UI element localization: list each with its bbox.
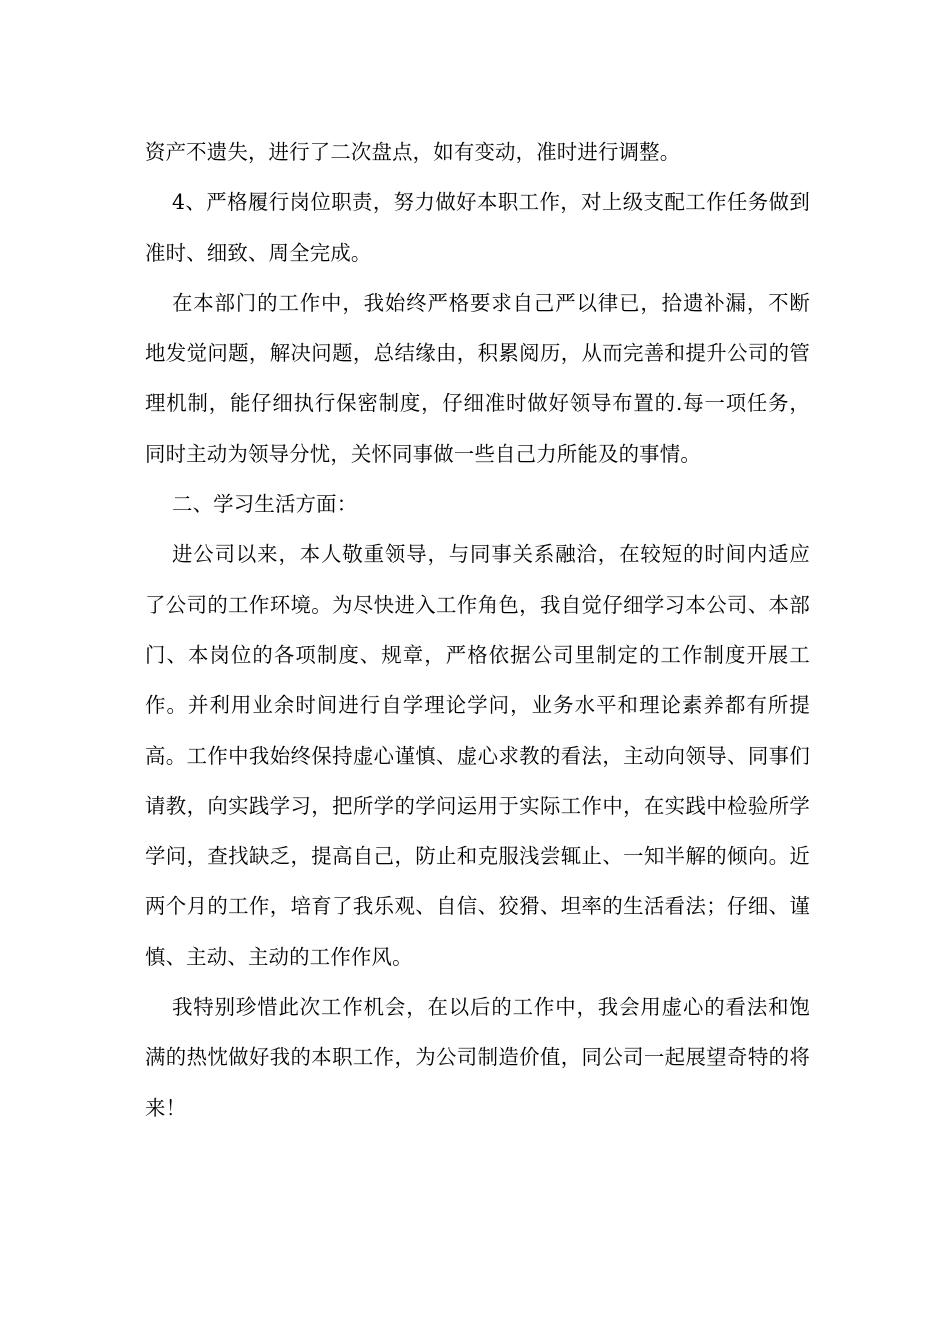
document-body	[145, 127, 810, 1133]
paragraph-asset-check: 资产不遗失，进行了二次盘点，如有变动，准时进行调整。	[145, 140, 681, 164]
paragraph-department-work: 在本部门的工作中，我始终严格要求自己严以律已，拾遗补漏，不断地发觉问题，解决问题，总结缘由，积累阅历，从而完善和提升公司的管理机制，能仔细执行保密制度，仔细准时做好领导布置的.每一项任务，同时主动为领导分忧，关怀同事做一些自己力所能及的事情。	[145, 290, 810, 466]
paragraph-study: 进公司以来，本人敬重领导，与同事关系融洽，在较短的时间内适应了公司的工作环境。为尽快进入工作角色，我自觉仔细学习本公司、本部门、本岗位的各项制度、规章，严格依据公司里制定的工作制度开展工作。并利用业余时间进行自学理论学问，业务水平和理论素养都有所提高。工作中我始终保持虚心谨慎、虚心求教的看法，主动向领导、同事们请教，向实践学习，把所学的学问运用于实际工作中，在实践中检验所学学问，查找缺乏，提高自己，防止和克服浅尝辄止、一知半解的倾向。近两个月的工作，培育了我乐观、自信、狡猾、坦率的生活看法；仔细、谨慎、主动、主动的工作作风。	[145, 542, 810, 969]
paragraph-closing: 我特别珍惜此次工作机会，在以后的工作中，我会用虚心的看法和饱满的热忱做好我的本职工作，为公司制造价值，同公司一起展望奇特的将来！	[145, 995, 810, 1120]
section-heading-study-life: 二、学习生活方面：	[172, 492, 358, 517]
paragraph-duties: 4、严格履行岗位职责，努力做好本职工作，对上级支配工作任务做到准时、细致、周全完成。	[145, 190, 810, 265]
